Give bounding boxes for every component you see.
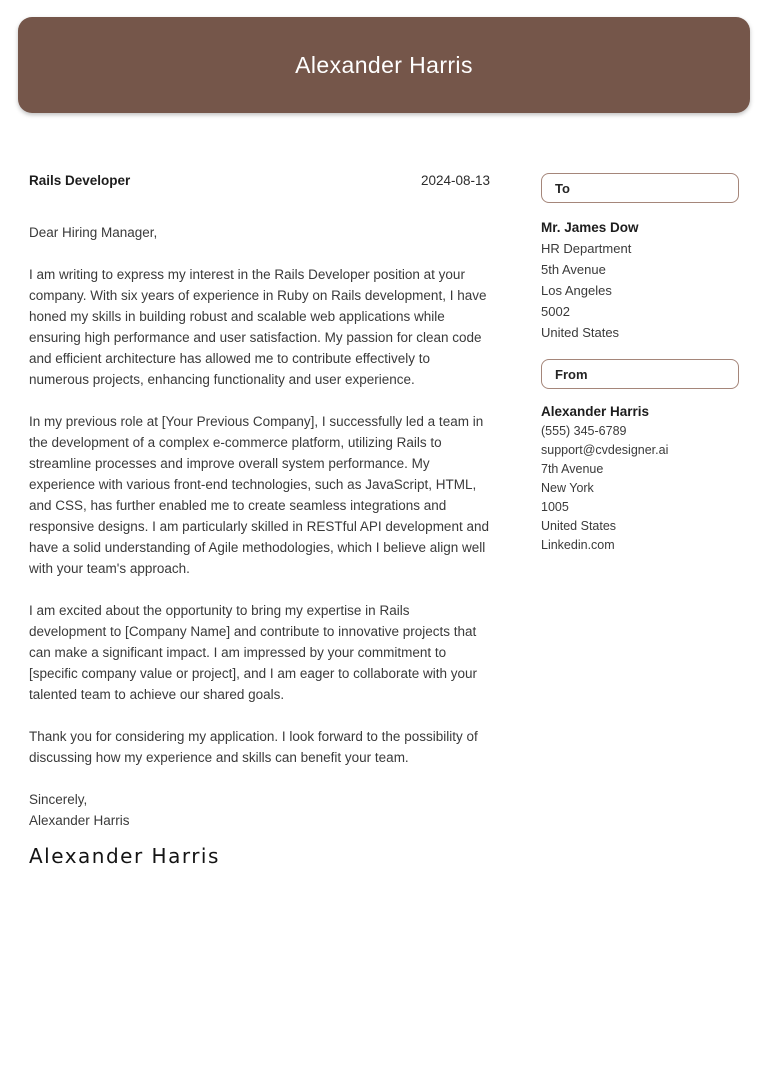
page-title: Alexander Harris — [295, 51, 473, 78]
job-title: Rails Developer — [29, 173, 131, 188]
sender-line: New York — [541, 481, 594, 495]
letter-date: 2024-08-13 — [420, 173, 490, 188]
recipient-line: 5th Avenue — [541, 262, 606, 277]
to-box-label: To — [555, 180, 570, 196]
sender-name: Alexander Harris — [541, 404, 650, 419]
letter-paragraph: In my previous role at [Your Previous Company], I successfully led a team in the development of a complex e-commerce platform, utilizing Rails to streamline processes and improve overall system performance. My experience with various front-end technologies, such as JavaScript, HTML, and CSS, has further enabled me to create seamless integrations and responsive designs. I am particularly skilled in RESTful API development and have a solid understanding of Agile methodologies, which I believe align well with your team's approach. — [29, 414, 489, 576]
sender-linkedin: Linkedin.com — [541, 538, 615, 552]
header-banner — [18, 17, 750, 113]
recipient-name: Mr. James Dow — [541, 220, 639, 235]
from-box-label: From — [555, 366, 588, 382]
letter-paragraph: I am excited about the opportunity to bring my expertise in Rails development to [Company Name] and contribute to innovative projects that can make a significant impact. I am impressed by your commitment to [specific company value or project], and I am eager to collaborate with your talented team to achieve our shared goals. — [29, 603, 477, 702]
sender-email: support@cvdesigner.ai — [541, 443, 669, 457]
to-box — [541, 173, 739, 203]
contact-sidebar — [541, 173, 739, 555]
sender-line: United States — [541, 519, 617, 533]
sender-phone: (555) 345-6789 — [541, 424, 627, 438]
signature: Alexander Harris — [29, 844, 220, 868]
letter-paragraph: Thank you for considering my application. I look forward to the possibility of discussing how my experience and skills can benefit your team. — [29, 729, 478, 765]
recipient-line: 5002 — [541, 304, 570, 319]
recipient-line: Los Angeles — [541, 283, 612, 298]
letter-paragraph: I am writing to express my interest in the Rails Developer position at your company. With six years of experience in Ruby on Rails development, I have honed my skills in building robust and scalable web applications while ensuring high performance and user satisfaction. My passion for clean code and efficient architecture has allowed me to contribute effectively to numerous projects, enhancing functionality and user experience. — [29, 267, 487, 387]
closing-block — [29, 789, 490, 831]
letter-body-column — [29, 173, 490, 868]
content-area — [29, 173, 739, 868]
closing-word: Sincerely, — [29, 792, 88, 807]
recipient-line: HR Department — [541, 241, 632, 256]
recipient-line: United States — [541, 325, 620, 340]
letter-meta-row — [29, 173, 490, 188]
from-box — [541, 359, 739, 389]
salutation: Dear Hiring Manager, — [29, 225, 158, 240]
sender-line: 1005 — [541, 500, 569, 514]
closing-name: Alexander Harris — [29, 813, 130, 828]
sender-line: 7th Avenue — [541, 462, 604, 476]
